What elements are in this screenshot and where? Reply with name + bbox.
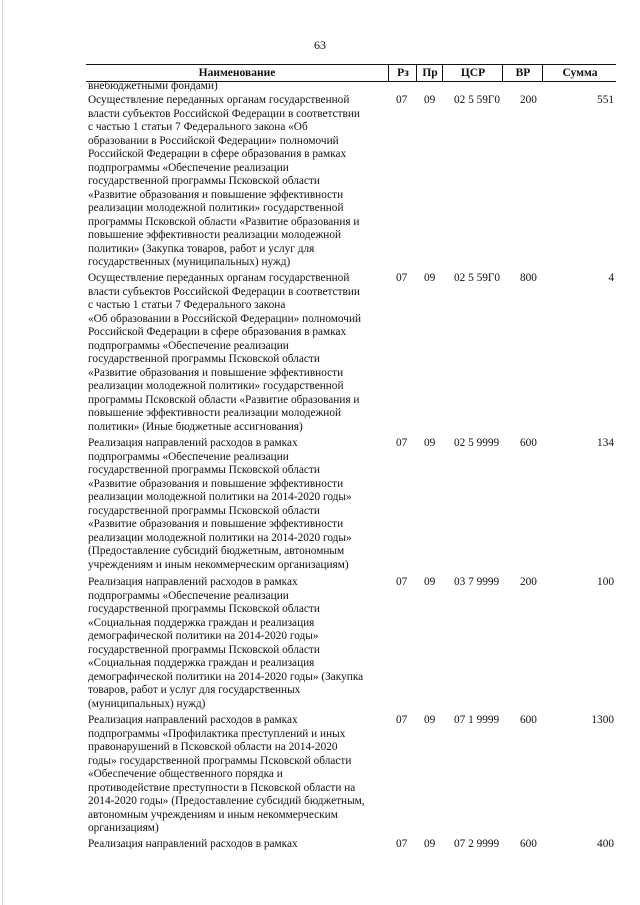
row-rz: 07 bbox=[396, 272, 408, 284]
row-vr: 600 bbox=[520, 437, 537, 449]
row-sum: 134 bbox=[597, 437, 614, 449]
row-sum: 551 bbox=[597, 94, 614, 106]
row-name: Осуществление переданных органам государственной власти субъектов Российской Федерации в соответствии с частью 1 статьи 7 Федерального закона «Об образовании в Российской Федерации» полномочий Российской Федерации в сфере образования в рамках подпрограммы «Обеспечение реализации государственной программы Псковской области «Развитие образования и повышение эффективности реализации молодежной политики» государственной программы Псковской области «Развитие образования и повышение эффективности реализации молодежной политики» (Иные бюджетные ассигнования) bbox=[88, 272, 362, 433]
row-pr: 09 bbox=[424, 576, 436, 588]
row-rz: 07 bbox=[396, 838, 408, 850]
row-vr: 200 bbox=[520, 576, 537, 588]
row-sum: 1300 bbox=[591, 714, 614, 726]
header-sum: Сумма bbox=[542, 65, 617, 81]
header-csr: ЦСР bbox=[442, 65, 503, 81]
row-rz: 07 bbox=[396, 94, 408, 106]
header-pr: Пр bbox=[416, 65, 443, 81]
row-csr: 03 7 9999 bbox=[454, 576, 500, 588]
page-number: 63 bbox=[314, 38, 326, 52]
row-pr: 09 bbox=[424, 94, 436, 106]
row-csr: 07 2 9999 bbox=[454, 838, 500, 850]
row-pr: 09 bbox=[424, 838, 436, 850]
row-pr: 09 bbox=[424, 714, 436, 726]
header-rz: Рз bbox=[388, 65, 417, 81]
row-name: Осуществление переданных органам государственной власти субъектов Российской Федерации в соответствии с частью 1 статьи 7 Федерального закона «Об образовании в Российской Федерации» полномочий Российской Федерации в сфере образования в рамках подпрограммы «Обеспечение реализации государственной программы Псковской области «Развитие образования и повышение эффективности реализации молодежной политики» государственной программы Псковской области «Развитие образования и повышение эффективности реализации молодежной политики» (Закупка товаров, работ и услуг для государственных (муниципальных) нужд) bbox=[88, 94, 360, 268]
continuation-text: внебюджетными фондами) bbox=[88, 80, 218, 92]
row-vr: 200 bbox=[520, 94, 537, 106]
row-sum: 400 bbox=[597, 838, 614, 850]
row-name: Реализация направлений расходов в рамках подпрограммы «Профилактика преступлений и иных правонарушений в Псковской области на 2014-2020 годы» государственной программы Псковской области «Обеспечение общественного порядка и противодействие преступности в Псковской области на 2014-2020 годы» (Предоставление субсидий бюджетным, автономным учреждениям и иным некоммерческим организациям) bbox=[88, 714, 365, 834]
row-sum: 4 bbox=[608, 272, 614, 284]
row-csr: 02 5 9999 bbox=[454, 437, 500, 449]
row-csr: 02 5 59Г0 bbox=[454, 94, 501, 106]
row-name: Реализация направлений расходов в рамках подпрограммы «Обеспечение реализации государственной программы Псковской области «Социальная поддержка граждан и реализация демографической политики на 2014-2020 годы» государственной программы Псковской области «Социальная поддержка граждан и реализация демографической политики на 2014-2020 годы» (Закупка товаров, работ и услуг для государственных (муниципальных) нужд) bbox=[88, 576, 364, 710]
row-sum: 100 bbox=[597, 576, 614, 588]
row-vr: 600 bbox=[520, 714, 537, 726]
row-vr: 600 bbox=[520, 838, 537, 850]
row-pr: 09 bbox=[424, 437, 436, 449]
row-csr: 07 1 9999 bbox=[454, 714, 500, 726]
row-vr: 800 bbox=[520, 272, 537, 284]
header-vr: ВР bbox=[502, 65, 543, 81]
row-csr: 02 5 59Г0 bbox=[454, 272, 501, 284]
row-name: Реализация направлений расходов в рамках подпрограммы «Обеспечение реализации государственной программы Псковской области «Развитие образования и повышение эффективности реализации молодежной политики на 2014-2020 годы» государственной программы Псковской области «Развитие образования и повышение эффективности реализации молодежной политики на 2014-2020 годы» (Предоставление субсидий бюджетным, автономным учреждениям и иным некоммерческим организациям) bbox=[88, 437, 352, 571]
row-rz: 07 bbox=[396, 576, 408, 588]
scan-edge-line bbox=[2, 0, 3, 905]
row-pr: 09 bbox=[424, 272, 436, 284]
row-rz: 07 bbox=[396, 437, 408, 449]
row-name: Реализация направлений расходов в рамках bbox=[88, 838, 298, 850]
row-rz: 07 bbox=[396, 714, 408, 726]
header-name: Наименование bbox=[198, 67, 276, 79]
